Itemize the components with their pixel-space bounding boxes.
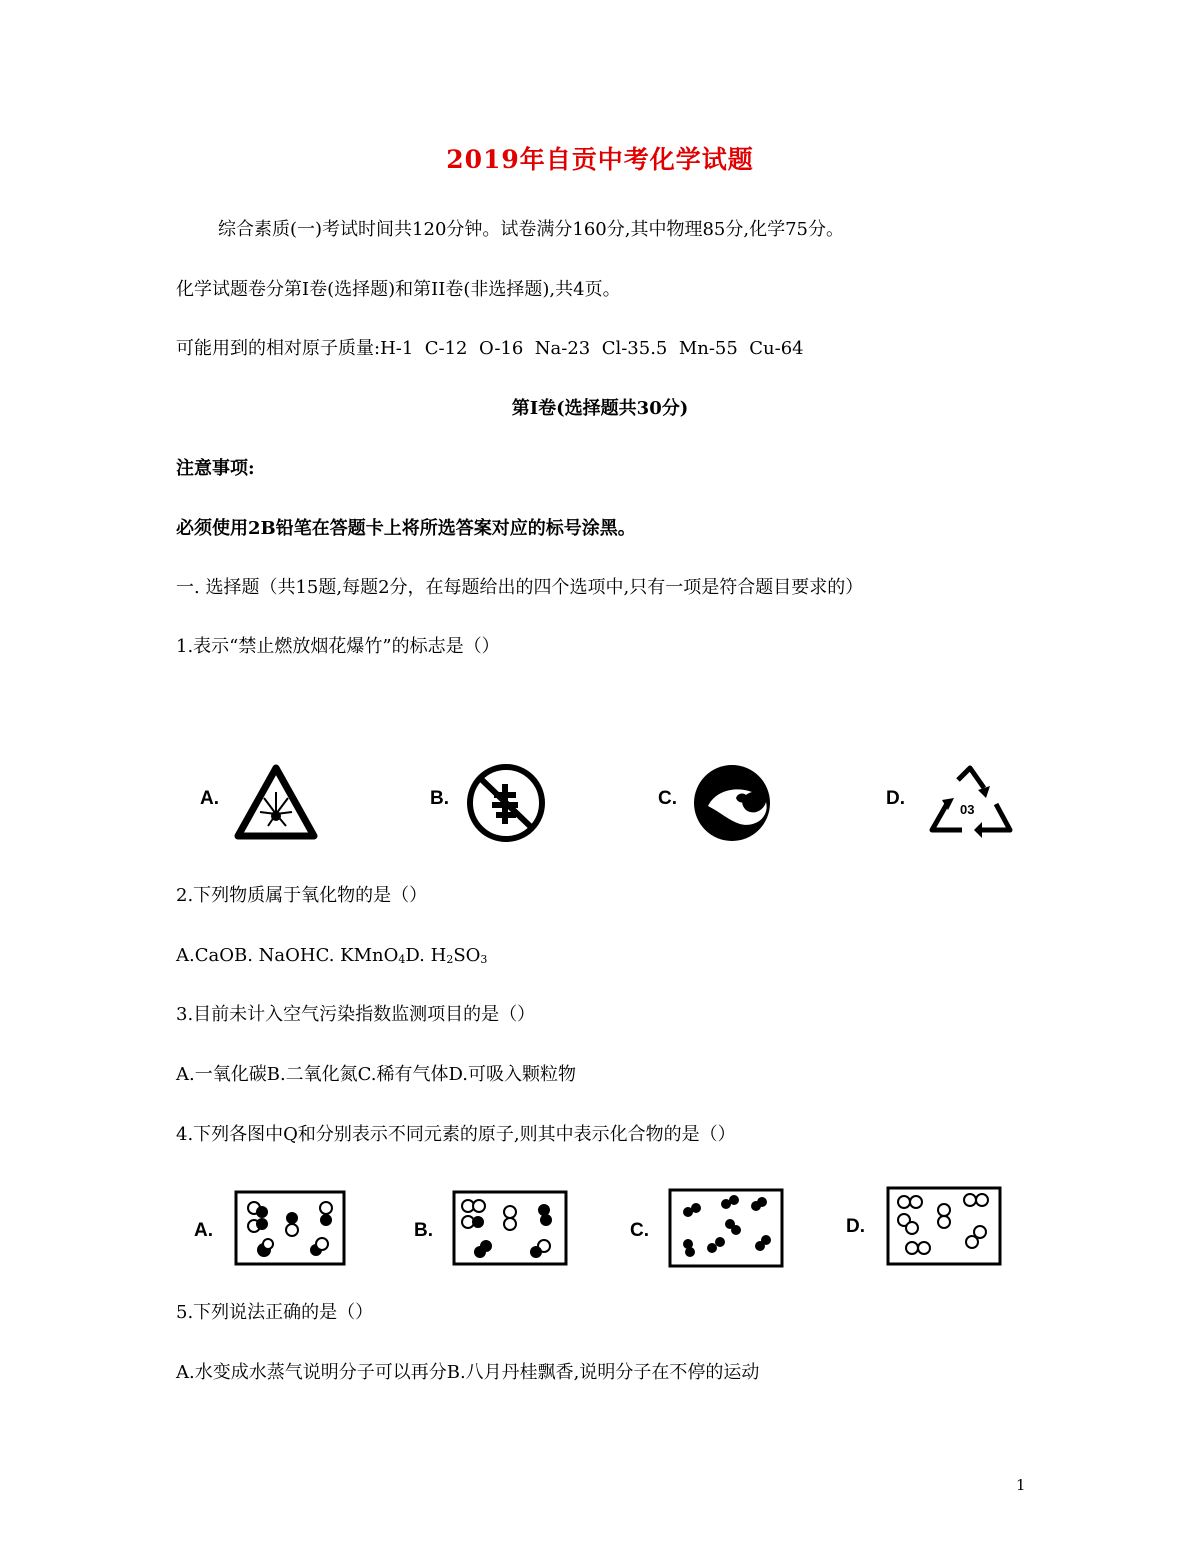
explosive-warning-icon <box>234 764 318 840</box>
q2-options-part: A.CaOB. NaOHC. KMnO <box>176 945 399 966</box>
question-1: 1.表示“禁止燃放烟花爆竹”的标志是（） <box>176 636 500 657</box>
question-3: 3.目前未计入空气污染指数监测项目的是（） <box>176 1004 536 1025</box>
q1-label-b: B. <box>430 788 449 809</box>
question-2: 2.下列物质属于氧化物的是（） <box>176 885 428 906</box>
question-2-options <box>176 944 487 972</box>
notice-label: 注意事项: <box>176 458 255 479</box>
water-saving-icon <box>690 762 774 844</box>
recycle-code: 03 <box>960 802 975 817</box>
q1-sign-figures <box>196 752 1036 844</box>
intro-line-2: 化学试题卷分第I卷(选择题)和第II卷(非选择题),共4页。 <box>176 279 621 300</box>
q2-subscript: 4 <box>398 953 406 966</box>
no-fireworks-icon <box>464 762 548 844</box>
question-5: 5.下列说法正确的是（） <box>176 1302 374 1323</box>
section-heading: 第I卷(选择题共30分) <box>511 398 689 419</box>
notice-text: 必须使用2B铅笔在答题卡上将所选答案对应的标号涂黑。 <box>176 518 636 539</box>
q2-options-part: D. H <box>405 945 447 966</box>
part-heading: 一. 选择题（共15题,每题2分，在每题给出的四个选项中,只有一项是符合题目要求的） <box>176 577 864 598</box>
page-number: 1 <box>1016 1476 1026 1494</box>
molecule-box-a <box>234 1190 346 1266</box>
molecule-box-c <box>668 1188 784 1268</box>
atomic-masses: 可能用到的相对原子质量:H-1 C-12 O-16 Na-23 Cl-35.5 Mn-55 Cu-64 <box>176 338 804 359</box>
q2-subscript: 3 <box>480 953 488 966</box>
question-5-options: A.水变成水蒸气说明分子可以再分B.八月丹桂飘香,说明分子在不停的运动 <box>176 1362 760 1383</box>
q1-label-a: A. <box>200 788 219 809</box>
question-4: 4.下列各图中Q和分别表示不同元素的原子,则其中表示化合物的是（） <box>176 1124 736 1145</box>
document-title: 2019年自贡中考化学试题 <box>446 145 754 174</box>
q4-label-c: C. <box>630 1220 649 1241</box>
q4-label-a: A. <box>194 1220 213 1241</box>
q4-label-b: B. <box>414 1220 433 1241</box>
intro-line-1: 综合素质(一)考试时间共120分钟。试卷满分160分,其中物理85分,化学75分。 <box>218 219 845 240</box>
q2-options-part: SO <box>453 945 481 966</box>
q4-molecule-figures <box>190 1180 1010 1270</box>
q4-label-d: D. <box>846 1216 865 1237</box>
molecule-box-d <box>886 1186 1002 1266</box>
question-3-options: A.一氧化碳B.二氧化氮C.稀有气体D.可吸入颗粒物 <box>176 1064 577 1085</box>
recycle-icon <box>926 764 1016 838</box>
q1-label-d: D. <box>886 788 905 809</box>
molecule-box-b <box>452 1190 568 1266</box>
q2-subscript: 2 <box>446 953 454 966</box>
q1-label-c: C. <box>658 788 677 809</box>
